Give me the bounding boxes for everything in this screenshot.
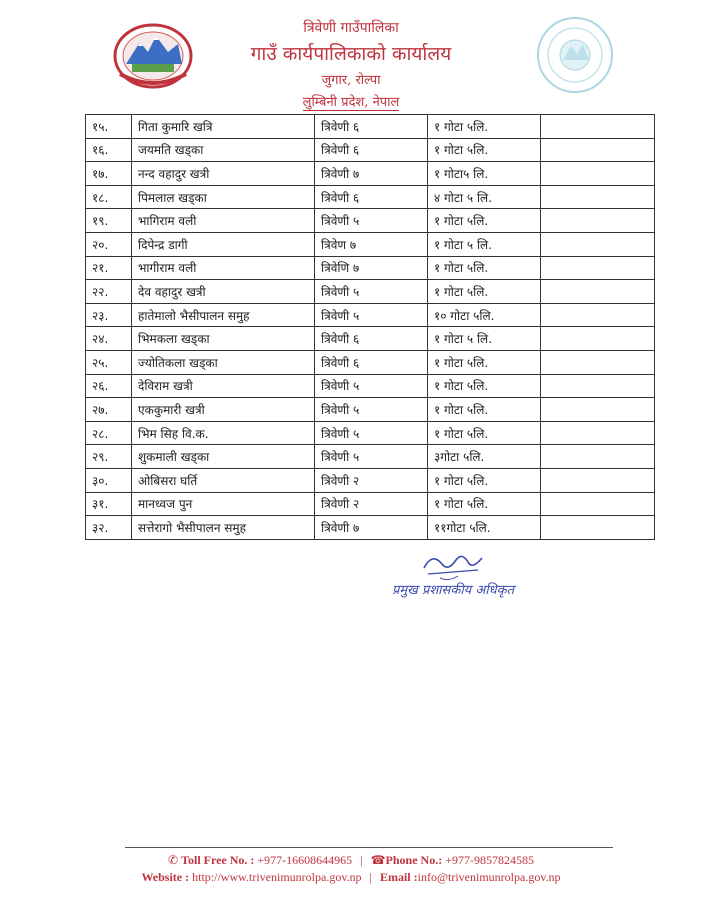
separator: |: [369, 870, 372, 884]
quantity-cell: १ गोटा ५लि.: [428, 350, 541, 374]
table-row: [86, 185, 655, 209]
letterhead: [0, 0, 702, 112]
remark-cell: [541, 303, 655, 327]
serial-number-cell: ३०.: [86, 468, 132, 492]
serial-number-cell: ३१.: [86, 492, 132, 516]
name-cell: भिमकला खड्का: [132, 327, 315, 351]
quantity-cell: १ गोटा ५लि.: [428, 209, 541, 233]
beneficiary-table: [85, 114, 655, 540]
remark-cell: [541, 327, 655, 351]
name-cell: जयमति खड्का: [132, 138, 315, 162]
ward-cell: त्रिवेणी ५: [315, 280, 428, 304]
table-row: [86, 162, 655, 186]
remark-cell: [541, 162, 655, 186]
table-row: [86, 398, 655, 422]
name-cell: भागिराम वली: [132, 209, 315, 233]
footer-divider: [125, 847, 613, 848]
email-link[interactable]: info@trivenimunrolpa.gov.np: [417, 870, 561, 884]
quantity-cell: १ गोटा ५ लि.: [428, 232, 541, 256]
quantity-cell: १ गोटा५ लि.: [428, 162, 541, 186]
tollfree-label: Toll Free No. :: [181, 853, 255, 867]
ward-cell: त्रिवेण ७: [315, 232, 428, 256]
serial-number-cell: २३.: [86, 303, 132, 327]
office-title: गाउँ कार्यपालिकाको कार्यालय: [250, 43, 452, 65]
footer-contact-line: [0, 853, 702, 868]
quantity-cell: १ गोटा ५लि.: [428, 398, 541, 422]
ward-cell: त्रिवेणी ५: [315, 209, 428, 233]
name-cell: शुकमाली खड्का: [132, 445, 315, 469]
name-cell: हातेमालो भैसीपालन समुह: [132, 303, 315, 327]
name-cell: मानध्वज पुन: [132, 492, 315, 516]
ward-cell: त्रिवेणी ६: [315, 115, 428, 139]
quantity-cell: १ गोटा ५लि.: [428, 421, 541, 445]
footer-web-line: [0, 870, 702, 885]
quantity-cell: १ गोटा ५ लि.: [428, 327, 541, 351]
serial-number-cell: २०.: [86, 232, 132, 256]
quantity-cell: ४ गोटा ५ लि.: [428, 185, 541, 209]
table-row: [86, 280, 655, 304]
table-row: [86, 350, 655, 374]
remark-cell: [541, 398, 655, 422]
table-row: [86, 232, 655, 256]
remark-cell: [541, 421, 655, 445]
table-row: [86, 256, 655, 280]
website-label: Website :: [141, 870, 190, 884]
telephone-icon: ☎: [370, 853, 386, 867]
quantity-cell: १ गोटा ५लि.: [428, 468, 541, 492]
quantity-cell: १ गोटा ५लि.: [428, 256, 541, 280]
serial-number-cell: २८.: [86, 421, 132, 445]
remark-cell: [541, 185, 655, 209]
separator: |: [360, 853, 363, 867]
serial-number-cell: १९.: [86, 209, 132, 233]
quantity-cell: ११गोटा ५लि.: [428, 516, 541, 540]
ward-cell: त्रिवेणी ५: [315, 303, 428, 327]
name-cell: पिमलाल खड्का: [132, 185, 315, 209]
table-row: [86, 468, 655, 492]
serial-number-cell: २७.: [86, 398, 132, 422]
name-cell: देविराम खत्री: [132, 374, 315, 398]
name-cell: दिपेन्द्र डागी: [132, 232, 315, 256]
remark-cell: [541, 445, 655, 469]
ward-cell: त्रिवेणी ७: [315, 162, 428, 186]
table-row: [86, 445, 655, 469]
table-row: [86, 421, 655, 445]
quantity-cell: ३गोटा ५लि.: [428, 445, 541, 469]
name-cell: एककुमारी खत्री: [132, 398, 315, 422]
table-row: [86, 516, 655, 540]
ward-cell: त्रिवेणी ५: [315, 445, 428, 469]
ward-cell: त्रिवेणि ७: [315, 256, 428, 280]
table-row: [86, 209, 655, 233]
serial-number-cell: १८.: [86, 185, 132, 209]
office-seal-icon: [535, 14, 615, 96]
remark-cell: [541, 209, 655, 233]
name-cell: नन्द वहादुर खत्री: [132, 162, 315, 186]
quantity-cell: १ गोटा ५लि.: [428, 492, 541, 516]
remark-cell: [541, 516, 655, 540]
quantity-cell: १ गोटा ५लि.: [428, 374, 541, 398]
table-row: [86, 138, 655, 162]
office-address: जुगार, रोल्पा: [321, 73, 381, 88]
name-cell: भिम सिह वि.क.: [132, 421, 315, 445]
ward-cell: त्रिवेणी ६: [315, 327, 428, 351]
table-row: [86, 374, 655, 398]
signatory-title: प्रमुख प्रशासकीय अधिकृत: [392, 583, 515, 598]
remark-cell: [541, 280, 655, 304]
name-cell: ज्योतिकला खड्का: [132, 350, 315, 374]
name-cell: गिता कुमारि खत्रि: [132, 115, 315, 139]
ward-cell: त्रिवेणी ६: [315, 138, 428, 162]
serial-number-cell: २६.: [86, 374, 132, 398]
ward-cell: त्रिवेणी ७: [315, 516, 428, 540]
phone-icon: ✆: [168, 853, 179, 867]
serial-number-cell: २४.: [86, 327, 132, 351]
serial-number-cell: २२.: [86, 280, 132, 304]
name-cell: सत्तेरागो भैसीपालन समुह: [132, 516, 315, 540]
municipality-name: त्रिवेणी गाउँपालिका: [303, 20, 399, 36]
serial-number-cell: २१.: [86, 256, 132, 280]
serial-number-cell: २५.: [86, 350, 132, 374]
table-row: [86, 327, 655, 351]
remark-cell: [541, 256, 655, 280]
quantity-cell: १ गोटा ५लि.: [428, 138, 541, 162]
serial-number-cell: २९.: [86, 445, 132, 469]
name-cell: ओबिसरा घर्ति: [132, 468, 315, 492]
phone-number: +977-9857824585: [445, 853, 534, 867]
ward-cell: त्रिवेणी ५: [315, 398, 428, 422]
ward-cell: त्रिवेणी ६: [315, 185, 428, 209]
serial-number-cell: १७.: [86, 162, 132, 186]
ward-cell: त्रिवेणी २: [315, 492, 428, 516]
province-text: लुम्बिनी प्रदेश, नेपाल: [302, 95, 400, 110]
email-label: Email :: [379, 870, 418, 884]
name-cell: देव वहादुर खत्री: [132, 280, 315, 304]
remark-cell: [541, 232, 655, 256]
quantity-cell: १ गोटा ५लि.: [428, 115, 541, 139]
ward-cell: त्रिवेणी ५: [315, 421, 428, 445]
serial-number-cell: ३२.: [86, 516, 132, 540]
remark-cell: [541, 115, 655, 139]
table-row: [86, 303, 655, 327]
remark-cell: [541, 350, 655, 374]
phone-label: Phone No.:: [385, 853, 443, 867]
table-row: [86, 115, 655, 139]
ward-cell: त्रिवेणी ५: [315, 374, 428, 398]
serial-number-cell: १६.: [86, 138, 132, 162]
ward-cell: त्रिवेणी २: [315, 468, 428, 492]
tollfree-number: +977-16608644965: [257, 853, 353, 867]
serial-number-cell: १५.: [86, 115, 132, 139]
website-link[interactable]: http://www.trivenimunrolpa.gov.np: [192, 870, 362, 884]
quantity-cell: १० गोटा ५लि.: [428, 303, 541, 327]
remark-cell: [541, 468, 655, 492]
name-cell: भागीराम वली: [132, 256, 315, 280]
table-row: [86, 492, 655, 516]
remark-cell: [541, 138, 655, 162]
remark-cell: [541, 374, 655, 398]
ward-cell: त्रिवेणी ६: [315, 350, 428, 374]
remark-cell: [541, 492, 655, 516]
quantity-cell: १ गोटा ५लि.: [428, 280, 541, 304]
